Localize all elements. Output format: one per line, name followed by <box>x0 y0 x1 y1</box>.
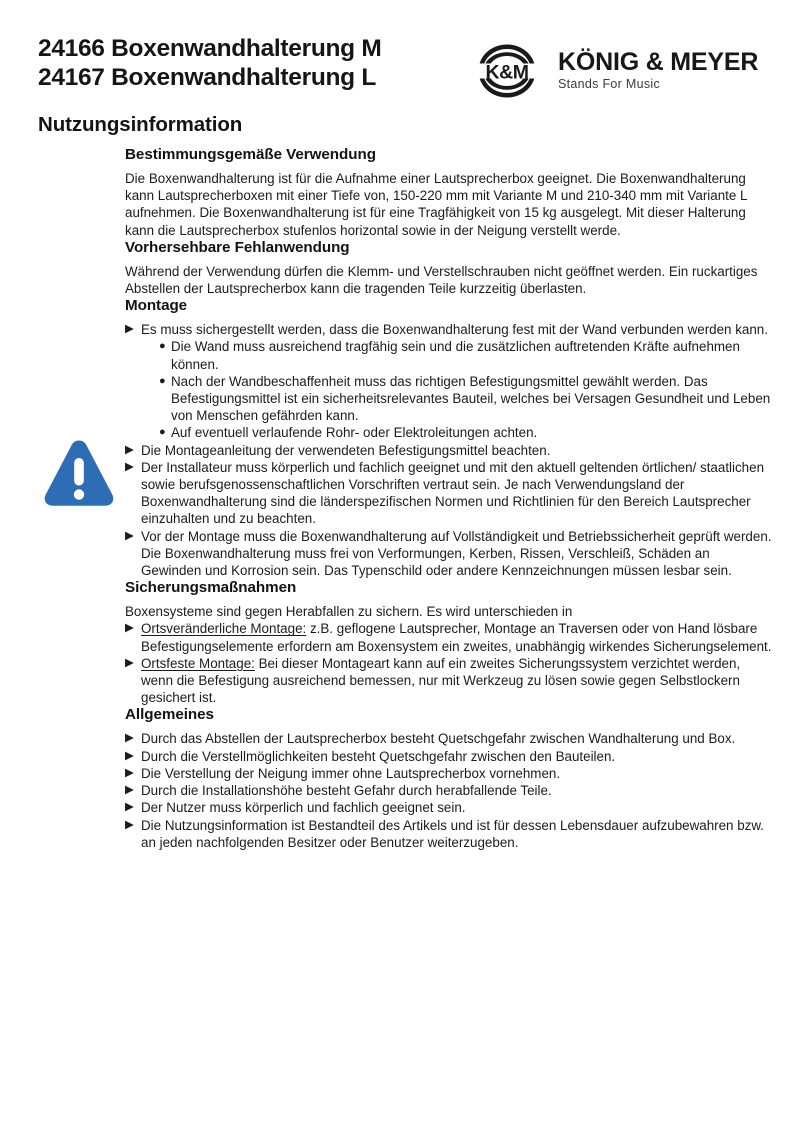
page-title: Nutzungsinformation <box>38 113 243 136</box>
arrow-bullet-icon: ▶ <box>125 784 134 797</box>
product-title-block <box>38 34 381 92</box>
list-item-text: Auf eventuell verlaufende Rohr- oder Elektroleitungen achten. <box>171 425 538 441</box>
warning-triangle-icon <box>42 436 116 512</box>
dot-bullet-icon: ● <box>159 426 166 439</box>
arrow-bullet-icon: ▶ <box>125 323 134 336</box>
list-item-text: Die Wand muss ausreichend tragfähig sein und die zusätzlichen auftretenden Kräfte aufnehmen können. <box>171 339 740 372</box>
list-item-text: Die Verstellung der Neigung immer ohne Lautsprecherbox vornehmen. <box>141 765 561 781</box>
list-item <box>125 442 773 459</box>
section-general <box>125 706 773 850</box>
list-item-text: Die Montageanleitung der verwendeten Befestigungsmittel beachten. <box>141 442 551 458</box>
arrow-bullet-icon: ▶ <box>125 460 134 473</box>
list-item <box>159 373 773 425</box>
list-item <box>125 655 773 707</box>
safety-measures-list <box>125 620 773 706</box>
document-header <box>38 34 772 112</box>
general-list <box>125 730 773 850</box>
section-assembly <box>125 297 773 579</box>
list-item <box>125 730 773 747</box>
dot-bullet-icon: ● <box>159 374 166 387</box>
list-item <box>125 528 773 580</box>
section-paragraph-safety-measures: Boxensysteme sind gegen Herabfallen zu sichern. Es wird unterschieden in <box>125 604 573 620</box>
arrow-bullet-icon: ▶ <box>125 443 134 456</box>
arrow-bullet-icon: ▶ <box>125 766 134 779</box>
brand-tagline: Stands For Music <box>558 77 661 91</box>
list-item-text: Der Installateur muss körperlich und fachlich geeignet und mit den aktuell geltenden örtlichen/ staatlichen sowie berufsgenossenschaftlichen Vorschriften vertraut sein. Je nach Verwendungsland der Boxenwandhalterung sind die länderspezifischen Normen und Richtlinien für den Bereich Lautsprecher einzuhalten und zu beachten. <box>141 459 765 527</box>
list-item <box>125 620 773 654</box>
svg-text:K&M: K&M <box>485 61 529 84</box>
koenig-meyer-logo <box>470 40 800 102</box>
product-title-line-1: 24166 Boxenwandhalterung M <box>38 35 382 62</box>
section-paragraph-foreseeable-misuse: Während der Verwendung dürfen die Klemm- und Verstellschrauben nicht geöffnet werden. Ein ruckartiges Abstellen der Lautsprecherbox kann die tragenden Teile kurzzeitig überlasten. <box>125 263 758 297</box>
section-title-assembly: Montage <box>125 297 188 315</box>
list-item-lead-in: Ortsveränderliche Montage: <box>141 621 307 637</box>
arrow-bullet-icon: ▶ <box>125 818 134 831</box>
list-item-text: Bei dieser Montageart kann auf ein zweites Sicherungssystem verzichtet werden, wenn die Befestigung ausreichend bemessen, nur mit Werkzeug zu lösen sowie gegen Selbstlockern gesichert ist. <box>141 655 741 706</box>
arrow-bullet-icon: ▶ <box>125 749 134 762</box>
list-item-text: Nach der Wandbeschaffenheit muss das richtigen Befestigungsmittel gewählt werden. Das Befestigungsmittel ist ein sicherheitsrelevantes Bauteil, welches bei Versagen Gesundheit und Leben von Menschen gefährden kann. <box>171 373 771 424</box>
list-item-text: Der Nutzer muss körperlich und fachlich geeignet sein. <box>141 800 466 816</box>
list-item-text: Durch die Installationshöhe besteht Gefahr durch herabfallende Teile. <box>141 783 552 799</box>
section-title-foreseeable-misuse: Vorhersehbare Fehlanwendung <box>125 238 350 256</box>
section-title-safety-measures: Sicherungsmaßnahmen <box>125 579 297 597</box>
list-item <box>125 459 773 528</box>
list-item <box>125 782 773 799</box>
list-item-text: z.B. geflogene Lautsprecher, Montage an Traversen oder von Hand lösbare Befestigungselemente erfordern am Boxensystem ein zweites, unabhängig wirkendes Sicherungselement. <box>141 621 772 654</box>
assembly-list <box>125 321 773 579</box>
arrow-bullet-icon: ▶ <box>125 656 134 669</box>
logo-wordmark <box>558 49 758 92</box>
section-title-intended-use: Bestimmungsgemäße Verwendung <box>125 146 376 163</box>
arrow-bullet-icon: ▶ <box>125 529 134 542</box>
assembly-sublist <box>159 338 773 441</box>
list-item <box>125 799 773 816</box>
km-circle-logo-icon <box>470 40 544 102</box>
product-title-line-2: 24167 Boxenwandhalterung L <box>38 64 377 91</box>
arrow-bullet-icon: ▶ <box>125 732 134 745</box>
section-intended-use <box>125 146 773 239</box>
list-item <box>125 321 773 441</box>
list-item-lead-in: Ortsfeste Montage: <box>141 655 255 671</box>
section-title-general: Allgemeines <box>125 706 214 724</box>
list-item-text: Es muss sichergestellt werden, dass die Boxenwandhalterung fest mit der Wand verbunden werden kann. <box>141 322 768 338</box>
list-item-text: Vor der Montage muss die Boxenwandhalterung auf Vollständigkeit und Betriebssicherheit geprüft werden. Die Boxenwandhalterung muss frei von Verformungen, Kerben, Rissen, Verschleiß, Schäden an Gewinden und Korrosion sein. Das Typenschild oder andere Kennzeichnungen müssen lesbar sein. <box>141 528 772 579</box>
list-item <box>159 338 773 372</box>
section-safety-measures <box>125 579 773 706</box>
section-paragraph-intended-use: Die Boxenwandhalterung ist für die Aufnahme einer Lautsprecherbox geeignet. Die Boxenwandhalterung kann Lautsprecherboxen mit einer Tiefe von, 150-220 mm mit Variante M und 210-340 mm mit Variante L aufnehmen. Die Boxenwandhalterung ist für eine Tragfähigkeit von 15 kg ausgelegt. Mit dieser Halterung kann die Lautsprecherbox stufenlos horizontal sowie in der Neigung verstellt werde. <box>125 171 747 238</box>
list-item-text: Durch das Abstellen der Lautsprecherbox besteht Quetschgefahr zwischen Wandhalterung und Box. <box>141 731 736 747</box>
list-item <box>159 424 773 441</box>
document-body <box>125 146 773 851</box>
section-foreseeable-misuse <box>125 239 773 297</box>
arrow-bullet-icon: ▶ <box>125 801 134 814</box>
list-item <box>125 817 773 851</box>
list-item <box>125 765 773 782</box>
arrow-bullet-icon: ▶ <box>125 622 134 635</box>
dot-bullet-icon: ● <box>159 340 166 353</box>
brand-name: KÖNIG & MEYER <box>558 48 759 76</box>
list-item-text: Die Nutzungsinformation ist Bestandteil des Artikels und ist für dessen Lebensdauer aufzubewahren bzw. an jeden nachfolgenden Besitzer oder Benutzer weiterzugeben. <box>141 817 765 850</box>
list-item <box>125 748 773 765</box>
list-item-text: Durch die Verstellmöglichkeiten besteht Quetschgefahr zwischen den Bauteilen. <box>141 748 616 764</box>
